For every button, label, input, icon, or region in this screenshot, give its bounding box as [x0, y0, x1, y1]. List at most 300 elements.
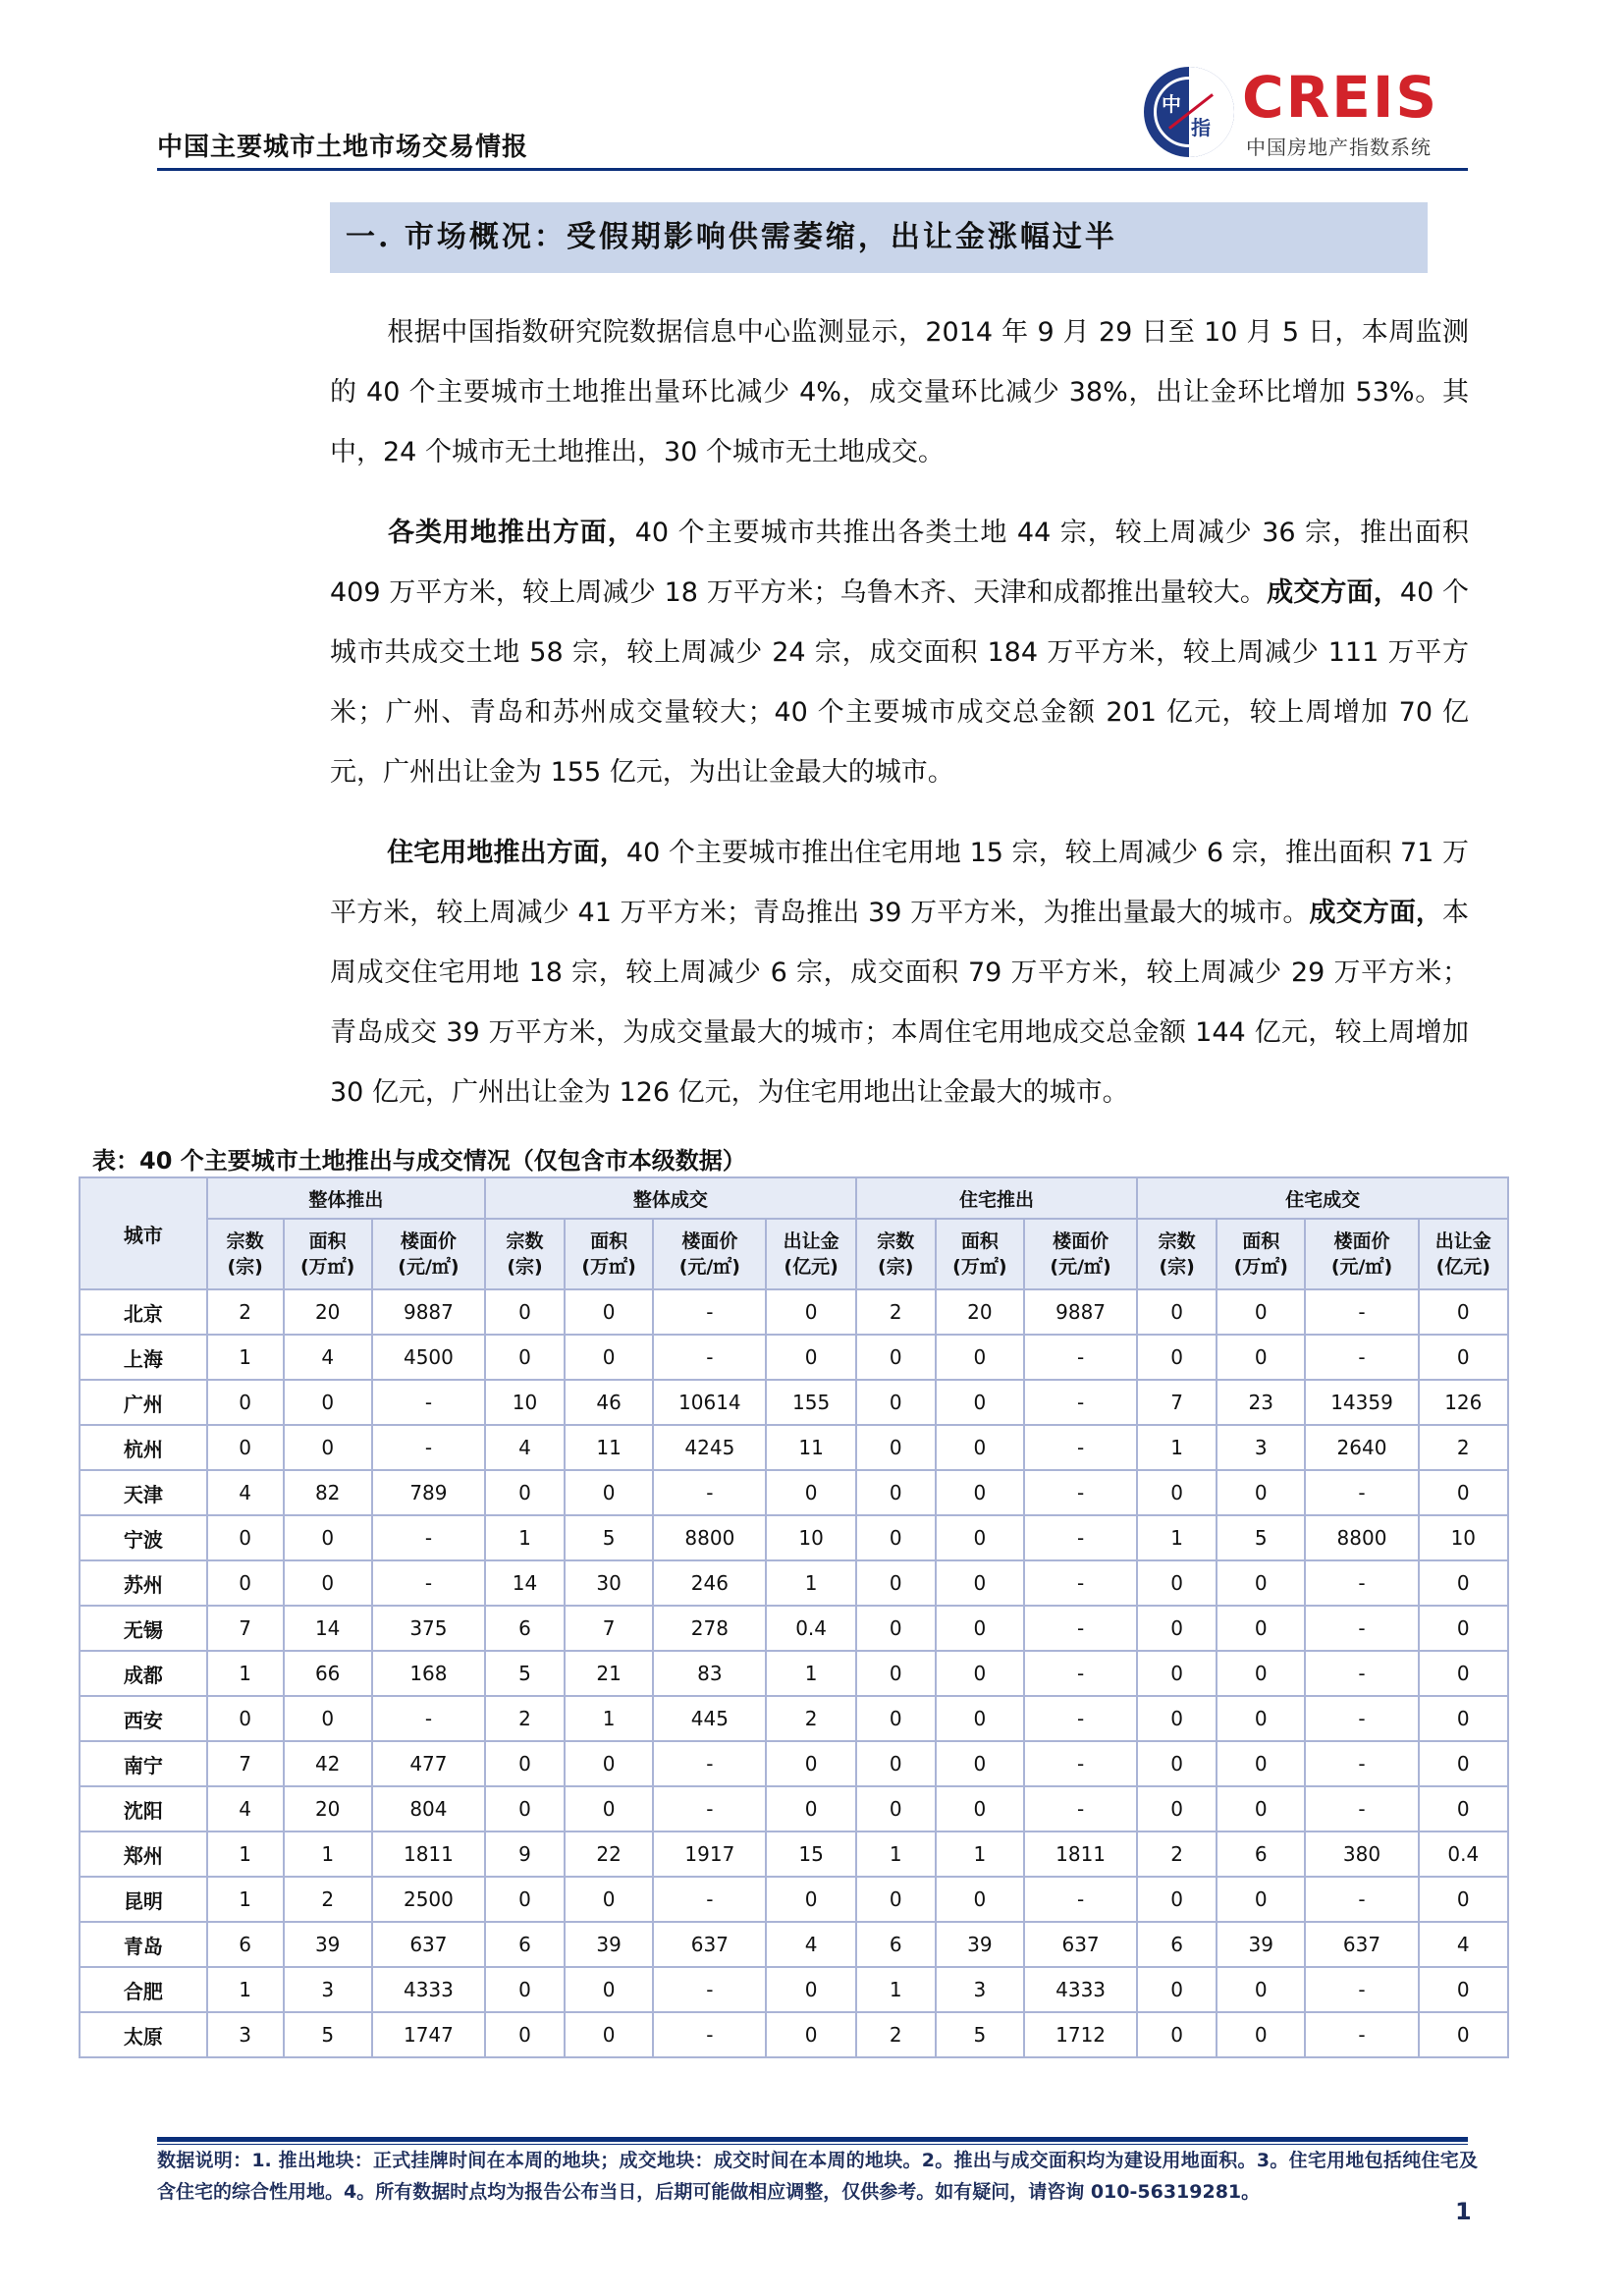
table-cell: 1	[856, 1967, 936, 2012]
table-cell: -	[372, 1696, 485, 1741]
table-cell: -	[1024, 1560, 1137, 1606]
column-header	[653, 1219, 766, 1289]
city-name-cell: 杭州	[80, 1425, 207, 1470]
table-cell: 0	[207, 1560, 284, 1606]
table-cell: 0	[1419, 1696, 1508, 1741]
footer-data-note: 数据说明：1. 推出地块：正式挂牌时间在本周的地块；成交地块：成交时间在本周的地块。2。推出与成交面积均为建设用地面积。3。住宅用地包括纯住宅及含住宅的综合性用地。4。所有数据时点均为报告公布当日，后期可能做相应调整，仅供参考。如有疑问，请咨询 010-56319281。	[157, 2150, 1478, 2203]
table-cell: 0	[485, 1335, 565, 1380]
table-cell: 126	[1419, 1380, 1508, 1425]
column-header	[1217, 1219, 1305, 1289]
column-header-unit: (宗)	[878, 1256, 914, 1278]
table-cell: 5	[565, 1515, 653, 1560]
table-cell: 10	[1419, 1515, 1508, 1560]
logo-seal-char-2: 指	[1191, 116, 1211, 139]
column-header	[936, 1219, 1024, 1289]
table-cell: -	[1305, 1335, 1418, 1380]
table-cell: 7	[207, 1606, 284, 1651]
table-cell: 2	[1137, 1831, 1217, 1877]
table-row	[80, 1380, 1508, 1425]
logo-subtitle: 中国房地产指数系统	[1246, 136, 1432, 159]
column-header-label: 面积	[1242, 1230, 1280, 1252]
column-header-unit: (万㎡)	[952, 1256, 1007, 1278]
table-cell: 4	[485, 1425, 565, 1470]
table-cell: 1811	[372, 1831, 485, 1877]
table-cell: 6	[485, 1922, 565, 1967]
table-cell: 4	[1419, 1922, 1508, 1967]
table-cell: 1	[207, 1335, 284, 1380]
column-header-label: 楼面价	[1333, 1230, 1390, 1252]
table-cell: 0	[1419, 1470, 1508, 1515]
table-cell: -	[1024, 1515, 1137, 1560]
table-cell: 5	[1217, 1515, 1305, 1560]
table-cell: 39	[565, 1922, 653, 1967]
table-cell: 0.4	[766, 1606, 855, 1651]
city-column-header: 城市	[80, 1177, 207, 1289]
table-cell: 0	[485, 1741, 565, 1786]
table-cell: 0	[1217, 1741, 1305, 1786]
table-cell: -	[653, 2012, 766, 2057]
table-cell: 0	[1137, 1741, 1217, 1786]
table-cell: 3	[207, 2012, 284, 2057]
column-header-unit: (宗)	[507, 1256, 543, 1278]
table-cell: 0	[565, 2012, 653, 2057]
table-cell: 9	[485, 1831, 565, 1877]
table-cell: 0	[1217, 1967, 1305, 2012]
table-cell: 0	[936, 1786, 1024, 1831]
table-cell: 0	[766, 1786, 855, 1831]
column-header-label: 宗数	[1158, 1230, 1196, 1252]
table-cell: 0	[856, 1696, 936, 1741]
column-header-unit: (宗)	[1159, 1256, 1195, 1278]
table-cell: -	[1024, 1425, 1137, 1470]
table-cell: 2500	[372, 1877, 485, 1922]
table-cell: 3	[284, 1967, 372, 2012]
table-cell: -	[653, 1877, 766, 1922]
city-name-cell: 上海	[80, 1335, 207, 1380]
city-name-cell: 宁波	[80, 1515, 207, 1560]
table-group-header-row	[80, 1177, 1508, 1219]
table-cell: 0	[766, 1289, 855, 1335]
table-cell: 39	[936, 1922, 1024, 1967]
table-cell: 2	[485, 1696, 565, 1741]
paragraph-all-land-deal-label: 成交方面，	[1267, 577, 1400, 608]
table-cell: 14	[485, 1560, 565, 1606]
table-cell: 4	[207, 1470, 284, 1515]
table-cell: 2	[766, 1696, 855, 1741]
header-divider	[157, 168, 1468, 171]
table-cell: 2640	[1305, 1425, 1418, 1470]
column-header-unit: (元/㎡)	[1050, 1256, 1111, 1278]
table-cell: 0	[565, 1877, 653, 1922]
table-cell: 0	[1419, 1741, 1508, 1786]
table-cell: 0	[1217, 1335, 1305, 1380]
table-cell: 6	[856, 1922, 936, 1967]
table-cell: -	[1024, 1741, 1137, 1786]
page-number: 1	[1455, 2198, 1472, 2225]
column-header-unit: (亿元)	[784, 1256, 839, 1278]
table-cell: 0.4	[1419, 1831, 1508, 1877]
table-cell: 9887	[372, 1289, 485, 1335]
table-cell: -	[653, 1741, 766, 1786]
table-cell: 4333	[1024, 1967, 1137, 2012]
table-cell: 0	[936, 1380, 1024, 1425]
table-row	[80, 1289, 1508, 1335]
paragraph-residential-deal-text: 本周成交住宅用地 18 宗，较上周减少 6 宗，成交面积 79 万平方米，较上周减少 29 万平方米；青岛成交 39 万平方米，为成交量最大的城市；本周住宅用地成交总金额 144 亿元，较上周增加 30 亿元，广州出让金为 126 亿元，为住宅用地出让金最大的城市。	[330, 898, 1470, 1108]
table-cell: 0	[1137, 2012, 1217, 2057]
table-cell: 82	[284, 1470, 372, 1515]
table-cell: 0	[856, 1380, 936, 1425]
table-cell: 380	[1305, 1831, 1418, 1877]
page-header	[157, 61, 1468, 171]
column-header-unit: (万㎡)	[581, 1256, 636, 1278]
city-name-cell: 沈阳	[80, 1786, 207, 1831]
group-header-residential-supply: 住宅推出	[856, 1177, 1137, 1219]
table-cell: 0	[856, 1470, 936, 1515]
table-cell: 0	[1217, 1606, 1305, 1651]
table-cell: 0	[856, 1425, 936, 1470]
table-cell: -	[1305, 1741, 1418, 1786]
table-cell: 0	[565, 1741, 653, 1786]
table-cell: 4500	[372, 1335, 485, 1380]
table-cell: 0	[936, 1335, 1024, 1380]
city-name-cell: 广州	[80, 1380, 207, 1425]
column-header-unit: (元/㎡)	[678, 1256, 740, 1278]
table-cell: 0	[1217, 1470, 1305, 1515]
table-cell: 0	[485, 1967, 565, 2012]
table-cell: 5	[284, 2012, 372, 2057]
table-cell: 0	[1419, 1606, 1508, 1651]
table-cell: 23	[1217, 1380, 1305, 1425]
column-header-label: 出让金	[783, 1230, 839, 1252]
table-cell: 0	[207, 1696, 284, 1741]
table-cell: 0	[1137, 1877, 1217, 1922]
table-cell: 0	[766, 1967, 855, 2012]
city-name-cell: 西安	[80, 1696, 207, 1741]
table-cell: 789	[372, 1470, 485, 1515]
table-row	[80, 1335, 1508, 1380]
table-cell: 0	[1217, 1696, 1305, 1741]
table-cell: -	[1024, 1696, 1137, 1741]
table-row	[80, 1922, 1508, 1967]
table-cell: 637	[653, 1922, 766, 1967]
table-cell: 1	[766, 1651, 855, 1696]
city-name-cell: 合肥	[80, 1967, 207, 2012]
table-cell: 0	[856, 1786, 936, 1831]
table-cell: 10614	[653, 1380, 766, 1425]
table-cell: 9887	[1024, 1289, 1137, 1335]
table-cell: -	[653, 1289, 766, 1335]
table-cell: 0	[1137, 1967, 1217, 2012]
paragraph-residential-supply-label: 住宅用地推出方面，	[387, 838, 626, 868]
table-cell: 1	[207, 1877, 284, 1922]
table-cell: 1	[1137, 1515, 1217, 1560]
table-cell: -	[1305, 1786, 1418, 1831]
table-row	[80, 1606, 1508, 1651]
table-cell: 10	[766, 1515, 855, 1560]
table-cell: 804	[372, 1786, 485, 1831]
table-cell: 1	[766, 1560, 855, 1606]
column-header	[1305, 1219, 1418, 1289]
table-cell: -	[1024, 1786, 1137, 1831]
table-caption: 表：40 个主要城市土地推出与成交情况（仅包含市本级数据）	[92, 1147, 746, 1175]
column-header	[766, 1219, 855, 1289]
table-cell: 22	[565, 1831, 653, 1877]
column-header-label: 楼面价	[1053, 1230, 1109, 1252]
column-header	[1024, 1219, 1137, 1289]
table-cell: 0	[565, 1335, 653, 1380]
table-row	[80, 1425, 1508, 1470]
table-cell: 1917	[653, 1831, 766, 1877]
table-cell: 8800	[1305, 1515, 1418, 1560]
table-cell: -	[1305, 1560, 1418, 1606]
table-cell: -	[1305, 1470, 1418, 1515]
table-row	[80, 2012, 1508, 2057]
table-cell: 21	[565, 1651, 653, 1696]
table-cell: 4333	[372, 1967, 485, 2012]
paragraph-overview-text: 根据中国指数研究院数据信息中心监测显示，2014 年 9 月 29 日至 10 月 5 日，本周监测的 40 个主要城市土地推出量环比减少 4%，成交量环比减少 38%，出让金环比增加 53%。其中，24 个城市无土地推出，30 个城市无土地成交。	[330, 317, 1469, 467]
table-cell: 1	[207, 1831, 284, 1877]
table-cell: 6	[207, 1922, 284, 1967]
table-cell: 0	[1419, 1289, 1508, 1335]
logo-brand-text: CREIS	[1242, 64, 1439, 131]
table-cell: 246	[653, 1560, 766, 1606]
table-cell: 42	[284, 1741, 372, 1786]
table-cell: 637	[372, 1922, 485, 1967]
logo-seal-icon	[1144, 67, 1234, 157]
paragraph-all-land-supply-label: 各类用地推出方面，	[387, 518, 635, 548]
column-header-label: 面积	[960, 1230, 999, 1252]
table-cell: 1	[207, 1967, 284, 2012]
table-cell: -	[1024, 1651, 1137, 1696]
table-cell: 0	[856, 1651, 936, 1696]
table-cell: 14359	[1305, 1380, 1418, 1425]
table-cell: 3	[1217, 1425, 1305, 1470]
table-cell: 0	[1419, 2012, 1508, 2057]
table-cell: 0	[485, 1470, 565, 1515]
table-cell: 0	[766, 2012, 855, 2057]
table-cell: 0	[1217, 1786, 1305, 1831]
table-cell: 5	[485, 1651, 565, 1696]
city-name-cell: 南宁	[80, 1741, 207, 1786]
table-cell: 2	[856, 2012, 936, 2057]
city-name-cell: 苏州	[80, 1560, 207, 1606]
table-cell: 20	[936, 1289, 1024, 1335]
table-cell: 0	[856, 1606, 936, 1651]
table-cell: 0	[1137, 1606, 1217, 1651]
table-cell: 0	[284, 1380, 372, 1425]
report-title: 中国主要城市土地市场交易情报	[157, 133, 529, 162]
creis-logo	[1144, 61, 1468, 163]
group-header-residential-deal: 住宅成交	[1137, 1177, 1508, 1219]
column-header-label: 面积	[308, 1230, 347, 1252]
table-cell: 0	[284, 1696, 372, 1741]
table-cell: 0	[936, 1696, 1024, 1741]
table-cell: 477	[372, 1741, 485, 1786]
table-cell: 2	[207, 1289, 284, 1335]
table-row	[80, 1877, 1508, 1922]
table-cell: 0	[565, 1470, 653, 1515]
table-cell: -	[1305, 1696, 1418, 1741]
table-cell: -	[1024, 1470, 1137, 1515]
table-cell: 0	[207, 1425, 284, 1470]
city-name-cell: 北京	[80, 1289, 207, 1335]
table-cell: 6	[1137, 1922, 1217, 1967]
table-cell: -	[653, 1786, 766, 1831]
table-cell: 6	[1217, 1831, 1305, 1877]
column-header-unit: (元/㎡)	[1330, 1256, 1393, 1278]
city-name-cell: 天津	[80, 1470, 207, 1515]
city-name-cell: 无锡	[80, 1606, 207, 1651]
column-header-label: 楼面价	[681, 1230, 738, 1252]
table-cell: -	[1305, 2012, 1418, 2057]
column-header-unit: (万㎡)	[1233, 1256, 1288, 1278]
column-header	[485, 1219, 565, 1289]
table-cell: -	[1024, 1335, 1137, 1380]
table-row	[80, 1696, 1508, 1741]
table-cell: 0	[1419, 1560, 1508, 1606]
table-cell: 0	[1137, 1786, 1217, 1831]
table-row	[80, 1470, 1508, 1515]
paragraph-residential-supply-text: 40 个主要城市推出住宅用地 15 宗，较上周减少 6 宗，推出面积 71 万平方米，较上周减少 41 万平方米；青岛推出 39 万平方米，为推出量最大的城市。	[330, 838, 1470, 928]
table-row	[80, 1786, 1508, 1831]
table-cell: 0	[565, 1289, 653, 1335]
table-cell: -	[1024, 1606, 1137, 1651]
city-name-cell: 昆明	[80, 1877, 207, 1922]
table-cell: 2	[1419, 1425, 1508, 1470]
table-cell: -	[1305, 1651, 1418, 1696]
table-cell: 1811	[1024, 1831, 1137, 1877]
table-cell: 7	[1137, 1380, 1217, 1425]
table-cell: -	[1305, 1877, 1418, 1922]
group-header-total-deal: 整体成交	[485, 1177, 856, 1219]
table-row	[80, 1515, 1508, 1560]
table-cell: 1	[1137, 1425, 1217, 1470]
table-cell: 0	[565, 1967, 653, 2012]
table-cell: 8800	[653, 1515, 766, 1560]
table-row	[80, 1560, 1508, 1606]
table-cell: -	[372, 1380, 485, 1425]
table-cell: 0	[485, 1289, 565, 1335]
table-cell: 0	[1217, 2012, 1305, 2057]
table-cell: 83	[653, 1651, 766, 1696]
table-cell: 0	[207, 1380, 284, 1425]
table-cell: 0	[485, 1877, 565, 1922]
logo-seal-char-1: 中	[1162, 92, 1181, 116]
group-header-total-supply: 整体推出	[207, 1177, 485, 1219]
table-cell: 3	[936, 1967, 1024, 2012]
column-header	[1419, 1219, 1508, 1289]
table-cell: 0	[1419, 1786, 1508, 1831]
table-cell: 6	[485, 1606, 565, 1651]
table-cell: 0	[856, 1515, 936, 1560]
table-cell: 1747	[372, 2012, 485, 2057]
column-header-label: 宗数	[226, 1230, 264, 1252]
table-cell: 637	[1305, 1922, 1418, 1967]
table-cell: 4245	[653, 1425, 766, 1470]
paragraph-all-land-supply-text: 40 个主要城市共推出各类土地 44 宗，较上周减少 36 宗，推出面积 409 万平方米，较上周减少 18 万平方米；乌鲁木齐、天津和成都推出量较大。	[330, 518, 1469, 608]
column-header	[565, 1219, 653, 1289]
table-cell: -	[372, 1425, 485, 1470]
column-header-unit: (元/㎡)	[398, 1256, 460, 1278]
table-cell: 66	[284, 1651, 372, 1696]
column-header-label: 面积	[590, 1230, 628, 1252]
table-cell: 11	[565, 1425, 653, 1470]
table-cell: 0	[1419, 1967, 1508, 2012]
table-cell: -	[1305, 1606, 1418, 1651]
table-cell: 4	[207, 1786, 284, 1831]
column-header	[1137, 1219, 1217, 1289]
table-cell: 46	[565, 1380, 653, 1425]
table-cell: 2	[856, 1289, 936, 1335]
table-row	[80, 1651, 1508, 1696]
table-cell: -	[1024, 1380, 1137, 1425]
table-cell: 0	[1419, 1877, 1508, 1922]
table-cell: 0	[766, 1470, 855, 1515]
column-header-label: 楼面价	[400, 1230, 457, 1252]
table-cell: 0	[1137, 1560, 1217, 1606]
table-row	[80, 1967, 1508, 2012]
table-cell: 7	[565, 1606, 653, 1651]
table-cell: 0	[1217, 1651, 1305, 1696]
table-cell: 0	[936, 1877, 1024, 1922]
table-cell: 0	[936, 1741, 1024, 1786]
table-cell: 0	[936, 1606, 1024, 1651]
table-cell: 0	[207, 1515, 284, 1560]
table-cell: 0	[485, 1786, 565, 1831]
table-cell: 0	[1217, 1289, 1305, 1335]
table-cell: 7	[207, 1741, 284, 1786]
city-name-cell: 郑州	[80, 1831, 207, 1877]
table-cell: -	[1305, 1289, 1418, 1335]
section-heading: 一. 市场概况：受假期影响供需萎缩，出让金涨幅过半	[330, 202, 1428, 273]
column-header-label: 出让金	[1434, 1230, 1491, 1252]
table-cell: 155	[766, 1380, 855, 1425]
column-header-label: 宗数	[506, 1230, 544, 1252]
table-cell: 1	[856, 1831, 936, 1877]
table-cell: 4	[284, 1335, 372, 1380]
table-cell: 278	[653, 1606, 766, 1651]
table-cell: 0	[565, 1786, 653, 1831]
table-cell: 11	[766, 1425, 855, 1470]
column-header	[207, 1219, 284, 1289]
paragraph-overview	[330, 302, 1469, 482]
table-cell: 0	[856, 1877, 936, 1922]
table-cell: -	[653, 1967, 766, 2012]
table-cell: 0	[936, 1515, 1024, 1560]
table-cell: 20	[284, 1786, 372, 1831]
table-cell: 1	[284, 1831, 372, 1877]
table-subheader-row	[80, 1219, 1508, 1289]
column-header-unit: (宗)	[227, 1256, 263, 1278]
city-name-cell: 成都	[80, 1651, 207, 1696]
table-cell: -	[653, 1335, 766, 1380]
table-cell: 0	[766, 1741, 855, 1786]
table-cell: -	[653, 1470, 766, 1515]
table-cell: -	[1024, 1877, 1137, 1922]
column-header	[284, 1219, 372, 1289]
table-body	[80, 1289, 1508, 2057]
table-cell: 0	[1419, 1651, 1508, 1696]
column-header	[372, 1219, 485, 1289]
table-cell: 375	[372, 1606, 485, 1651]
table-cell: 0	[766, 1877, 855, 1922]
table-cell: 0	[856, 1741, 936, 1786]
table-row	[80, 1831, 1508, 1877]
table-cell: 4	[766, 1922, 855, 1967]
table-cell: 39	[1217, 1922, 1305, 1967]
table-cell: 14	[284, 1606, 372, 1651]
table-cell: -	[372, 1515, 485, 1560]
